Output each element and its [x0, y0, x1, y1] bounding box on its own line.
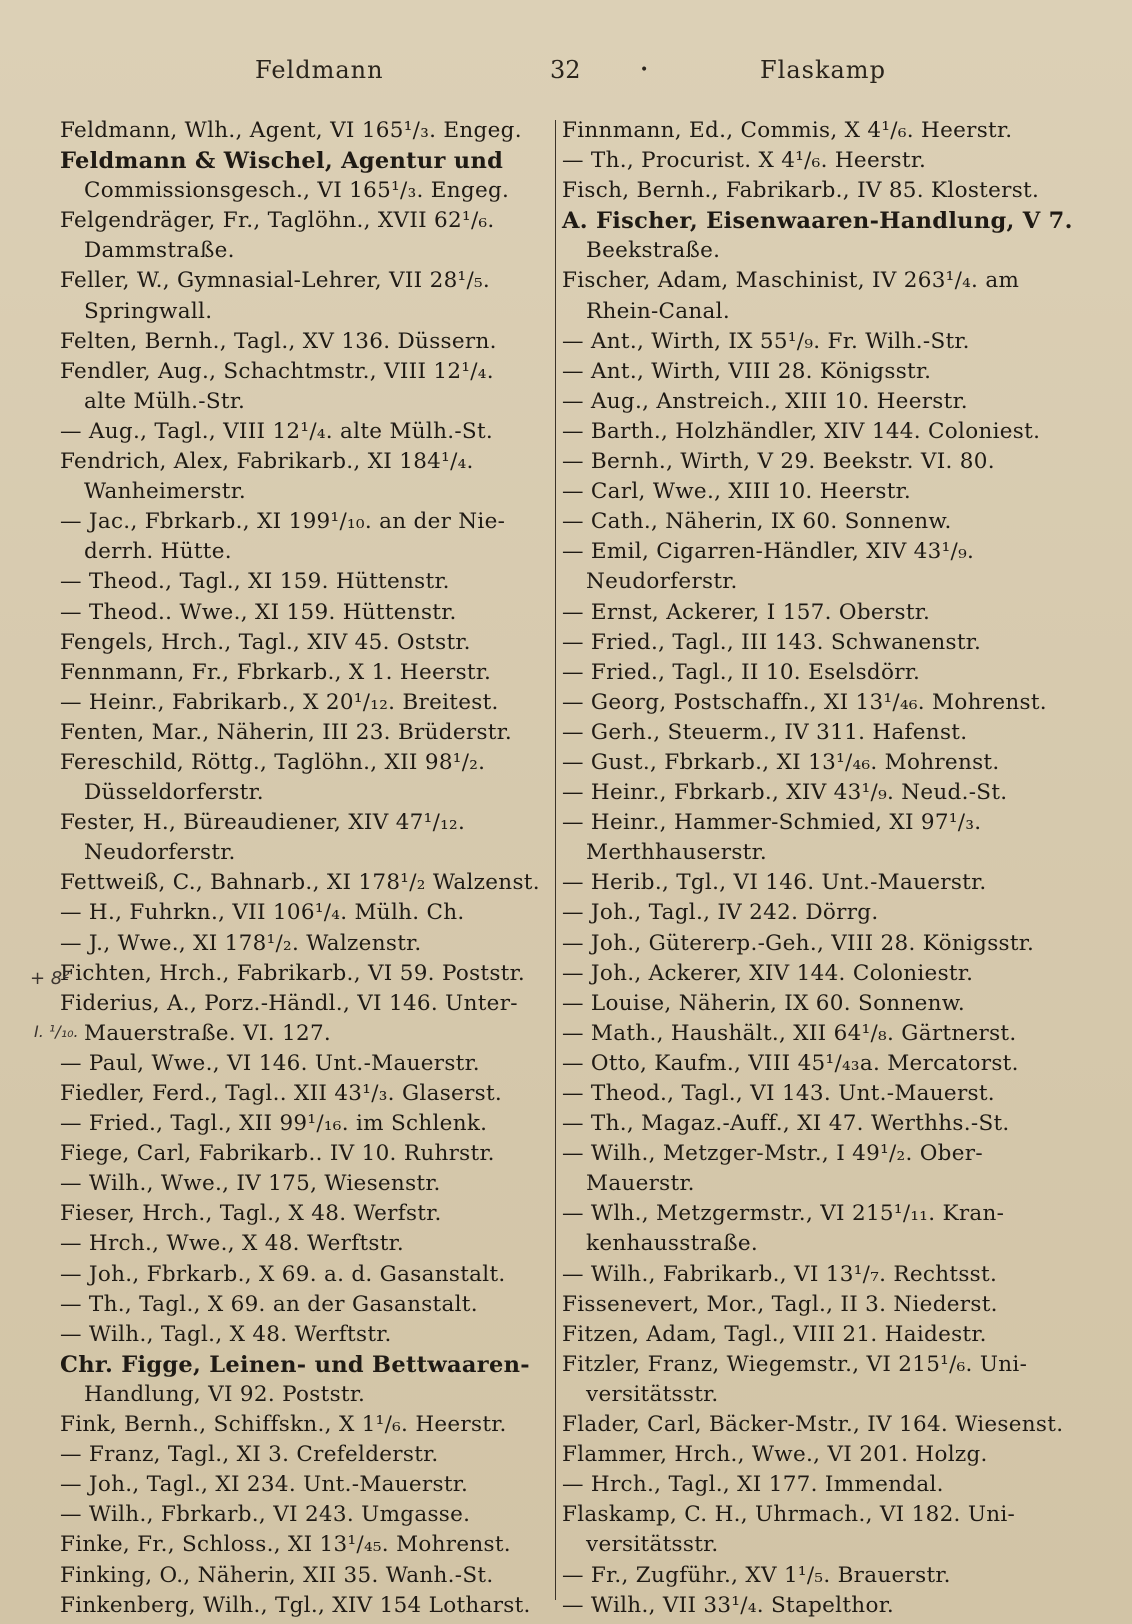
- directory-entry-line: — Hrch., Tagl., XI 177. Immendal.: [562, 1472, 944, 1498]
- directory-entry-line: — Theod.. Wwe., XI 159. Hüttenstr.: [60, 599, 457, 625]
- directory-entry-line: derrh. Hütte.: [84, 539, 232, 565]
- directory-entry-line: — Barth., Holzhändler, XIV 144. Coloniest.: [562, 418, 1041, 444]
- directory-entry-line: Fiderius, A., Porz.-Händl., VI 146. Unter-: [60, 990, 518, 1016]
- directory-entry-line: — J., Wwe., XI 178¹/₂. Walzenstr.: [60, 930, 422, 956]
- directory-entry-line: Commissionsgesch., VI 165¹/₃. Engeg.: [84, 178, 510, 204]
- directory-entry-line: — H., Fuhrkn., VII 106¹/₄. Mülh. Ch.: [60, 900, 465, 926]
- directory-entry-line: — Fried., Tagl., II 10. Eselsdörr.: [562, 659, 921, 685]
- directory-entry-line: Mauerstraße. VI. 127.: [84, 1020, 332, 1046]
- directory-entry-line: — Heinr., Fabrikarb., X 20¹/₁₂. Breitest.: [60, 689, 499, 715]
- directory-entry-line: A. Fischer, Eisenwaaren-Handlung, V 7.: [562, 208, 1073, 235]
- directory-entry-line: — Jac., Fbrkarb., XI 199¹/₁₀. an der Nie-: [60, 509, 506, 535]
- directory-entry-line: Chr. Figge, Leinen- und Bettwaaren-: [60, 1351, 530, 1378]
- directory-entry-line: Finking, O., Näherin, XII 35. Wanh.-St.: [60, 1562, 494, 1588]
- directory-entry-line: Fieser, Hrch., Tagl., X 48. Werfstr.: [60, 1201, 442, 1227]
- directory-entry-line: Felten, Bernh., Tagl., XV 136. Düssern.: [60, 328, 497, 354]
- directory-entry-line: Flaskamp, C. H., Uhrmach., VI 182. Uni-: [562, 1502, 1016, 1528]
- directory-entry-line: — Carl, Wwe., XIII 10. Heerstr.: [562, 479, 911, 505]
- directory-entry-line: — Theod., Tagl., VI 143. Unt.-Mauerst.: [562, 1081, 995, 1106]
- directory-entry-line: — Aug., Anstreich., XIII 10. Heerstr.: [562, 388, 968, 414]
- header-dot: •: [640, 62, 649, 78]
- column-divider: [555, 120, 556, 1600]
- directory-entry-line: Fitzler, Franz, Wiegemstr., VI 215¹/₆. Uni-: [562, 1351, 1028, 1377]
- directory-entry-line: — Wlh., Metzgermstr., VI 215¹/₁₁. Kran-: [562, 1201, 1005, 1227]
- directory-entry-line: — Joh., Fbrkarb., X 69. a. d. Gasanstalt.: [60, 1261, 506, 1287]
- directory-entry-line: Rhein-Canal.: [586, 298, 730, 324]
- directory-entry-line: — Franz, Tagl., XI 3. Crefelderstr.: [60, 1442, 439, 1468]
- directory-entry-line: — Herib., Tgl., VI 146. Unt.-Mauerstr.: [562, 870, 987, 896]
- directory-entry-line: — Wilh., Fbrkarb., VI 243. Umgasse.: [60, 1502, 471, 1528]
- directory-entry-line: — Th., Tagl., X 69. an der Gasanstalt.: [60, 1291, 478, 1317]
- directory-entry-line: Fissenevert, Mor., Tagl., II 3. Niederst.: [562, 1291, 998, 1317]
- directory-entry-line: Wanheimerstr.: [84, 479, 247, 505]
- directory-entry-line: — Bernh., Wirth, V 29. Beekstr. VI. 80.: [562, 449, 995, 475]
- directory-entry-line: Neudorferstr.: [586, 569, 738, 595]
- directory-entry-line: versitätsstr.: [586, 1381, 719, 1407]
- directory-entry-line: Fitzen, Adam, Tagl., VIII 21. Haidestr.: [562, 1321, 987, 1347]
- directory-entry-line: kenhausstraße.: [586, 1231, 759, 1257]
- directory-entry-line: — Aug., Tagl., VIII 12¹/₄. alte Mülh.-St.: [60, 418, 494, 444]
- directory-entry-line: — Theod., Tagl., XI 159. Hüttenstr.: [60, 569, 450, 595]
- directory-entry-line: Feldmann, Wlh., Agent, VI 165¹/₃. Engeg.: [60, 118, 522, 143]
- directory-entry-line: alte Mülh.-Str.: [84, 388, 246, 414]
- directory-entry-line: — Wilh., Metzger-Mstr., I 49¹/₂. Ober-: [562, 1141, 983, 1167]
- header-left-name: Feldmann: [255, 56, 384, 84]
- directory-entry-line: — Gerh., Steuerm., IV 311. Hafenst.: [562, 719, 968, 745]
- directory-entry-line: Fennmann, Fr., Fbrkarb., X 1. Heerstr.: [60, 659, 492, 685]
- directory-entry-line: Handlung, VI 92. Poststr.: [84, 1381, 366, 1407]
- header-right-name: Flaskamp: [760, 56, 886, 84]
- directory-entry-line: Fendler, Aug., Schachtmstr., VIII 12¹/₄.: [60, 358, 494, 384]
- directory-entry-line: — Joh., Tagl., IV 242. Dörrg.: [562, 900, 879, 926]
- directory-entry-line: Fichten, Hrch., Fabrikarb., VI 59. Poststr.: [60, 960, 525, 986]
- directory-entry-line: — Joh., Ackerer, XIV 144. Coloniestr.: [562, 960, 974, 986]
- directory-entry-line: — Fried., Tagl., XII 99¹/₁₆. im Schlenk.: [60, 1111, 488, 1137]
- directory-entry-line: Fettweiß, C., Bahnarb., XI 178¹/₂ Walzenst.: [60, 870, 540, 896]
- directory-entry-line: Springwall.: [84, 298, 213, 324]
- directory-entry-line: — Th., Magaz.-Auff., XI 47. Werthhs.-St.: [562, 1111, 1010, 1137]
- directory-entry-line: Fink, Bernh., Schiffskn., X 1¹/₆. Heerstr.: [60, 1412, 507, 1438]
- directory-entry-line: — Cath., Näherin, IX 60. Sonnenw.: [562, 509, 952, 535]
- directory-entry-line: — Emil, Cigarren-Händler, XIV 43¹/₉.: [562, 539, 975, 565]
- page-header: [0, 52, 1132, 92]
- directory-entry-line: Fisch, Bernh., Fabrikarb., IV 85. Klosterst.: [562, 178, 1040, 204]
- directory-entry-line: Dammstraße.: [84, 238, 235, 264]
- directory-entry-line: — Otto, Kaufm., VIII 45¹/₄₃a. Mercatorst.: [562, 1050, 1019, 1076]
- directory-entry-line: Fenten, Mar., Näherin, III 23. Brüderstr.: [60, 719, 513, 745]
- directory-entry-line: — Georg, Postschaffn., XI 13¹/₄₆. Mohrenst.: [562, 689, 1047, 715]
- directory-entry-line: — Fr., Zugführ., XV 1¹/₅. Brauerstr.: [562, 1562, 951, 1588]
- directory-entry-line: — Hrch., Wwe., X 48. Werftstr.: [60, 1231, 405, 1257]
- directory-entry-line: — Paul, Wwe., VI 146. Unt.-Mauerstr.: [60, 1050, 480, 1076]
- directory-entry-line: — Fried., Tagl., III 143. Schwanenstr.: [562, 629, 982, 655]
- directory-entry-line: — Heinr., Fbrkarb., XIV 43¹/₉. Neud.-St.: [562, 780, 1008, 806]
- directory-entry-line: Flader, Carl, Bäcker-Mstr., IV 164. Wiesenst.: [562, 1412, 1064, 1438]
- directory-entry-line: Feller, W., Gymnasial-Lehrer, VII 28¹/₅.: [60, 268, 491, 294]
- directory-entry-line: Fester, H., Büreaudiener, XIV 47¹/₁₂.: [60, 810, 466, 836]
- directory-entry-line: — Wilh., Wwe., IV 175, Wiesenstr.: [60, 1171, 441, 1197]
- directory-entry-line: — Joh., Tagl., XI 234. Unt.-Mauerstr.: [60, 1472, 469, 1498]
- right-column: [562, 116, 1082, 1621]
- directory-entry-line: Fiege, Carl, Fabrikarb.. IV 10. Ruhrstr.: [60, 1141, 495, 1167]
- directory-entry-line: — Wilh., Fabrikarb., VI 13¹/₇. Rechtsst.: [562, 1261, 998, 1287]
- directory-entry-line: Neudorferstr.: [84, 840, 236, 866]
- directory-entry-line: Fereschild, Röttg., Taglöhn., XII 98¹/₂.: [60, 749, 486, 775]
- directory-entry-line: — Wilh., Tagl., X 48. Werftstr.: [60, 1321, 392, 1347]
- directory-entry-line: — Joh., Gütererp.-Geh., VIII 28. Königsstr.: [562, 930, 1035, 956]
- directory-entry-line: Flammer, Hrch., Wwe., VI 201. Holzg.: [562, 1442, 988, 1468]
- directory-entry-line: Düsseldorferstr.: [84, 780, 264, 806]
- directory-entry-line: versitätsstr.: [586, 1532, 719, 1558]
- directory-entry-line: — Th., Procurist. X 4¹/₆. Heerstr.: [562, 148, 927, 174]
- directory-entry-line: Finnmann, Ed., Commis, X 4¹/₆. Heerstr.: [562, 118, 1013, 143]
- directory-entry-line: Finkenberg, Wilh., Tgl., XIV 154 Lotharst.: [60, 1592, 531, 1618]
- directory-entry-line: Mauerstr.: [586, 1171, 695, 1197]
- directory-entry-line: — Wilh., VII 33¹/₄. Stapelthor.: [562, 1592, 895, 1618]
- directory-entry-line: Merthhauserstr.: [586, 840, 767, 866]
- directory-entry-line: — Ant., Wirth, IX 55¹/₉. Fr. Wilh.-Str.: [562, 328, 970, 354]
- directory-entry-line: — Ernst, Ackerer, I 157. Oberstr.: [562, 599, 931, 625]
- margin-note-handwritten-2: I. ¹/₁₀.: [34, 1022, 79, 1041]
- directory-entry-line: — Heinr., Hammer-Schmied, XI 97¹/₃.: [562, 810, 982, 836]
- margin-note-handwritten-1: + 8²: [30, 968, 70, 989]
- directory-entry-line: Beekstraße.: [586, 238, 721, 264]
- directory-entry-line: Fischer, Adam, Maschinist, IV 263¹/₄. am: [562, 268, 1020, 294]
- directory-entry-line: — Math., Haushält., XII 64¹/₈. Gärtnerst.: [562, 1020, 1017, 1046]
- directory-entry-line: Fiedler, Ferd., Tagl.. XII 43¹/₃. Glaserst.: [60, 1081, 503, 1106]
- directory-entry-line: Finke, Fr., Schloss., XI 13¹/₄₅. Mohrenst.: [60, 1532, 511, 1558]
- directory-entry-line: Feldmann & Wischel, Agentur und: [60, 148, 504, 175]
- directory-entry-line: — Gust., Fbrkarb., XI 13¹/₄₆. Mohrenst.: [562, 749, 1000, 775]
- directory-entry-line: Fengels, Hrch., Tagl., XIV 45. Oststr.: [60, 629, 471, 655]
- page-number: 32: [550, 56, 581, 84]
- directory-entry-line: Felgendräger, Fr., Taglöhn., XVII 62¹/₆.: [60, 208, 495, 234]
- directory-entry-line: — Louise, Näherin, IX 60. Sonnenw.: [562, 990, 966, 1016]
- directory-entry-line: Fendrich, Alex, Fabrikarb., XI 184¹/₄.: [60, 449, 474, 475]
- directory-entry-line: — Ant., Wirth, VIII 28. Königsstr.: [562, 358, 932, 384]
- left-column: [60, 116, 548, 1621]
